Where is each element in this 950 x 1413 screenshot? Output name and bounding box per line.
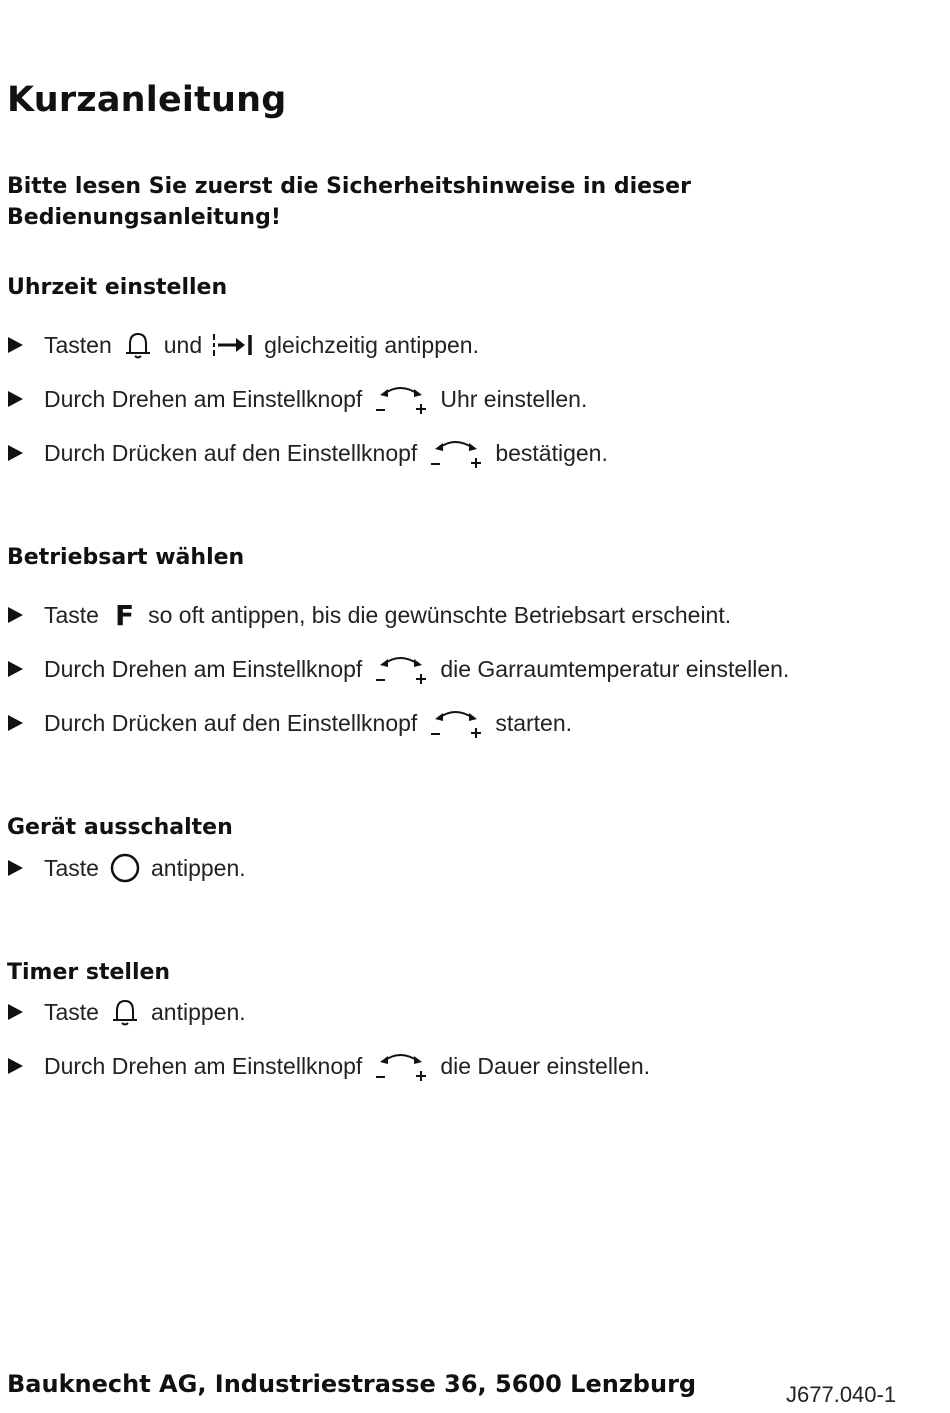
mode-step-2: Durch Drehen am Einstellknopf die Garraumtemperatur einstellen.	[8, 651, 940, 687]
timer-step-2: Durch Drehen am Einstellknopf die Dauer einstellen.	[8, 1048, 940, 1084]
heading-clock: Uhrzeit einstellen	[7, 275, 228, 300]
adjust-knob-icon	[372, 653, 430, 685]
clock-step-2: Durch Drehen am Einstellknopf Uhr einstellen.	[8, 381, 940, 417]
heading-mode: Betriebsart wählen	[7, 545, 245, 570]
bullet-triangle-icon	[8, 607, 23, 623]
adjust-knob-icon	[372, 383, 430, 415]
bell-icon	[109, 996, 141, 1028]
adjust-knob-icon	[372, 1050, 430, 1082]
document-code: J677.040-1	[786, 1382, 897, 1407]
power-off-circle-icon	[109, 852, 141, 884]
page-title: Kurzanleitung	[7, 80, 287, 120]
timer-step-1: Taste antippen.	[8, 994, 940, 1030]
bell-icon	[122, 329, 154, 361]
bullet-triangle-icon	[8, 860, 23, 876]
safety-intro: Bitte lesen Sie zuerst die Sicherheitshinweise in dieser Bedienungsanleitung!	[7, 174, 691, 230]
bullet-triangle-icon	[8, 337, 23, 353]
heading-timer: Timer stellen	[7, 960, 171, 985]
mode-step-1: Taste F so oft antippen, bis die gewünschte Betriebsart erscheint.	[8, 597, 940, 633]
adjust-knob-icon	[427, 437, 485, 469]
footer-address: Bauknecht AG, Industriestrasse 36, 5600 Lenzburg	[7, 1370, 697, 1398]
bullet-triangle-icon	[8, 445, 23, 461]
adjust-knob-icon	[427, 707, 485, 739]
clock-step-1: Tasten und gleichzeitig antippen.	[8, 327, 940, 363]
clock-step-3: Durch Drücken auf den Einstellknopf bestätigen.	[8, 435, 940, 471]
function-key-icon: F	[114, 598, 135, 632]
bullet-triangle-icon	[8, 1004, 23, 1020]
off-step-1: Taste antippen.	[8, 850, 940, 886]
bullet-triangle-icon	[8, 1058, 23, 1074]
bullet-triangle-icon	[8, 661, 23, 677]
heading-off: Gerät ausschalten	[7, 815, 233, 840]
mode-step-3: Durch Drücken auf den Einstellknopf starten.	[8, 705, 940, 741]
bullet-triangle-icon	[8, 715, 23, 731]
duration-end-icon	[212, 330, 254, 360]
bullet-triangle-icon	[8, 391, 23, 407]
